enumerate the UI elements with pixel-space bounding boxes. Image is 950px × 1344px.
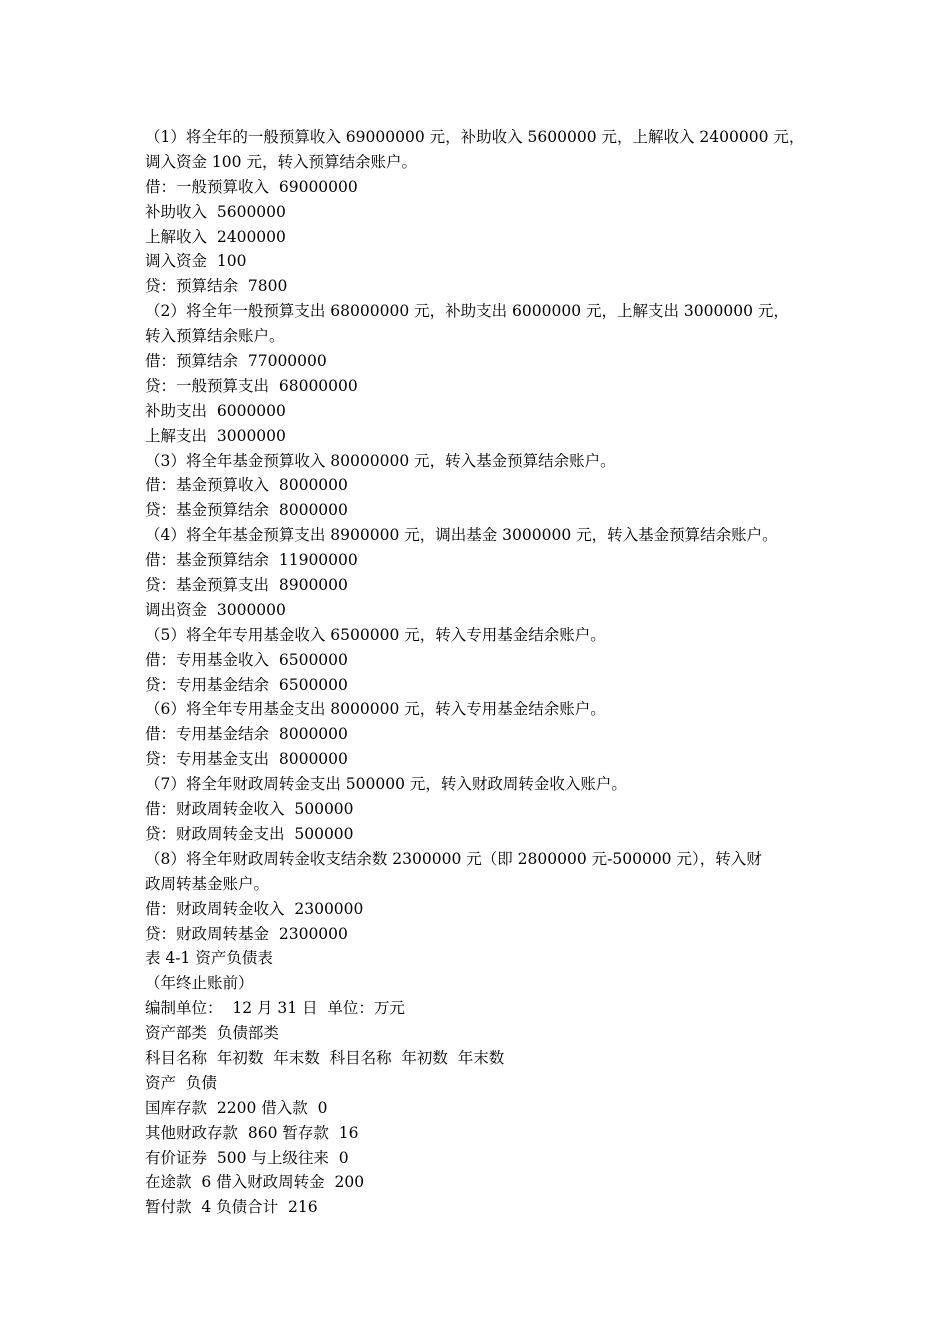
text-line: 上解支出 3000000 — [145, 426, 286, 445]
text-line: 贷：财政周转金支出 500000 — [145, 824, 354, 843]
text-line: 补助支出 6000000 — [145, 401, 286, 420]
text-line: （1）将全年的一般预算收入 69000000 元，补助收入 5600000 元，上解收入 2400000 元， — [145, 128, 805, 146]
text-line: 调出资金 3000000 — [145, 600, 286, 619]
text-line: 借：基金预算结余 11900000 — [145, 551, 358, 570]
text-line: 借：财政周转金收入 2300000 — [145, 899, 364, 918]
text-line: 政周转基金账户。 — [145, 874, 270, 893]
table-header: 科目名称 年初数 年末数 科目名称 年初数 年末数 — [145, 1048, 505, 1067]
text-line: （3）将全年基金预算收入 80000000 元，转入基金预算结余账户。 — [145, 451, 616, 470]
text-line: 贷：基金预算结余 8000000 — [145, 501, 348, 520]
text-line: （6）将全年专用基金支出 8000000 元，转入专用基金结余账户。 — [145, 700, 606, 719]
table-row: 资产 负债 — [145, 1073, 217, 1092]
table-meta: 编制单位： 12 月 31 日 单位：万元 — [145, 999, 405, 1018]
text-line: 借：预算结余 77000000 — [145, 352, 327, 371]
table-row: 有价证券 500 与上级往来 0 — [145, 1148, 349, 1167]
text-line: 借：专用基金结余 8000000 — [145, 725, 348, 744]
table-subtitle: （年终止账前） — [145, 974, 254, 993]
text-line: （2）将全年一般预算支出 68000000 元，补助支出 6000000 元，上解支出 3000000 元， — [145, 302, 789, 321]
text-line: （4）将全年基金预算支出 8900000 元，调出基金 3000000 元，转入基金预算结余账户。 — [145, 526, 778, 545]
text-line: 贷：专用基金支出 8000000 — [145, 750, 348, 769]
text-line: 贷：基金预算支出 8900000 — [145, 576, 348, 595]
text-line: 调入资金 100 — [145, 252, 247, 271]
text-line: 贷：专用基金结余 6500000 — [145, 675, 348, 694]
text-line: 上解收入 2400000 — [145, 227, 286, 246]
document-body — [145, 125, 845, 1220]
text-line: 补助收入 5600000 — [145, 202, 286, 221]
text-line: 借：财政周转金收入 500000 — [145, 800, 354, 819]
text-line: 贷：预算结余 7800 — [145, 277, 288, 296]
table-title: 表 4-1 资产负债表 — [145, 949, 273, 968]
table-header: 资产部类 负债部类 — [145, 1024, 279, 1043]
text-line: 借：一般预算收入 69000000 — [145, 177, 358, 196]
text-line: 转入预算结余账户。 — [145, 327, 285, 346]
text-line: 借：基金预算收入 8000000 — [145, 476, 348, 495]
text-line: 借：专用基金收入 6500000 — [145, 650, 348, 669]
table-row: 国库存款 2200 借入款 0 — [145, 1098, 328, 1117]
table-row: 其他财政存款 860 暂存款 16 — [145, 1123, 359, 1142]
text-line: 调入资金 100 元，转入预算结余账户。 — [145, 152, 417, 171]
text-line: （8）将全年财政周转金收支结余数 2300000 元（即 2800000 元-500000 元），转入财 — [145, 849, 762, 868]
text-line: （7）将全年财政周转金支出 500000 元，转入财政周转金收入账户。 — [145, 775, 627, 794]
table-row: 暂付款 4 负债合计 216 — [145, 1198, 318, 1217]
table-row: 在途款 6 借入财政周转金 200 — [145, 1173, 365, 1192]
text-line: 贷：一般预算支出 68000000 — [145, 376, 358, 395]
text-line: 贷：财政周转基金 2300000 — [145, 924, 348, 943]
text-line: （5）将全年专用基金收入 6500000 元，转入专用基金结余账户。 — [145, 625, 606, 644]
